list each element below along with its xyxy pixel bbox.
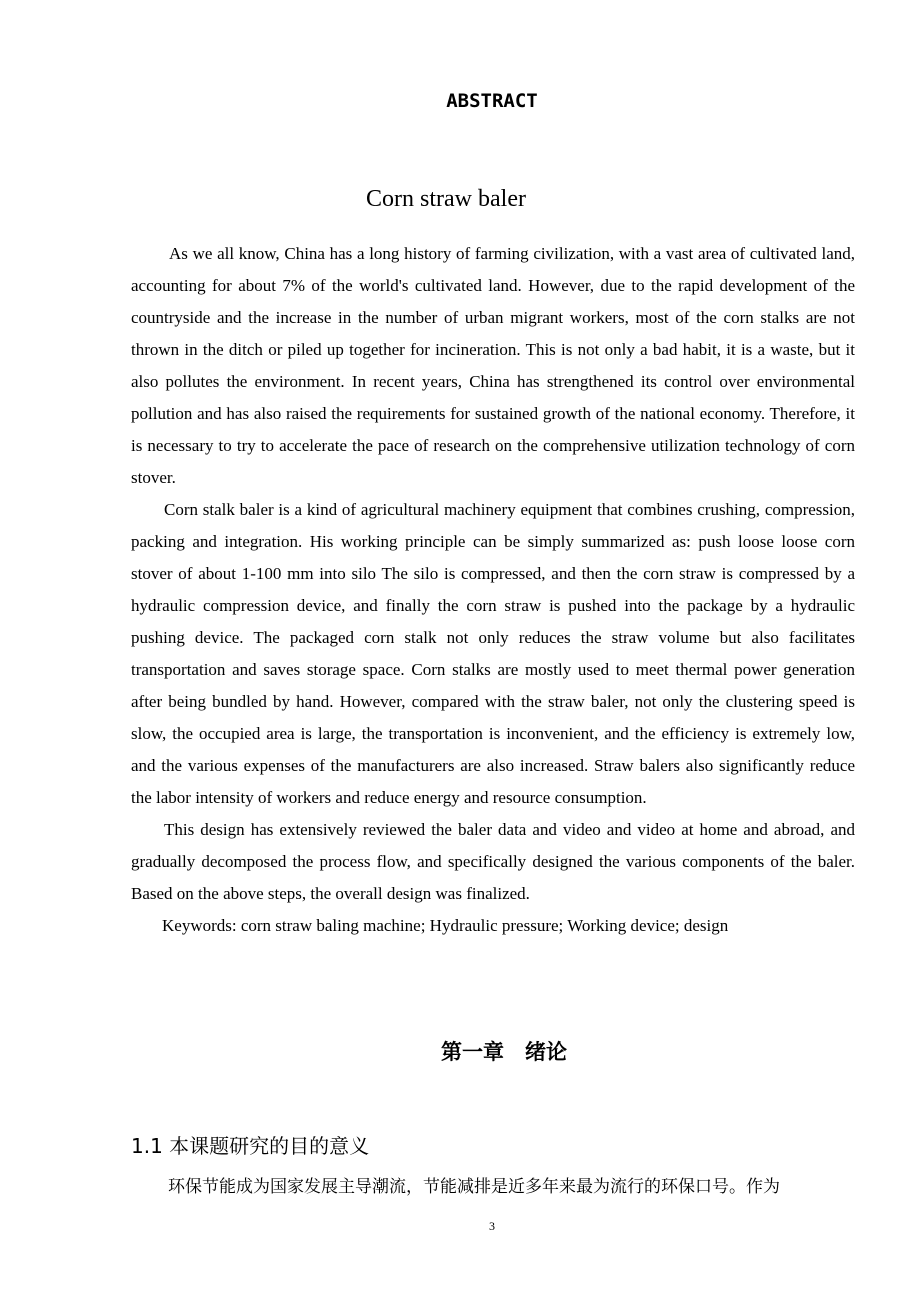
abstract-paragraph-3: This design has extensively reviewed the baler data and video and video at home and abroad, and gradually decomposed the process flow, and specifically designed the various components of the baler. Based on the above steps, the overall design was finalized. bbox=[131, 820, 855, 903]
section-title: 1.1 本课题研究的目的意义 bbox=[131, 1134, 370, 1158]
section-body-first-line: 环保节能成为国家发展主导潮流，节能减排是近多年来最为流行的环保口号。作为 bbox=[168, 1177, 780, 1197]
page-number: 3 bbox=[489, 1219, 495, 1233]
abstract-paragraph-2: Corn stalk baler is a kind of agricultural machinery equipment that combines crushing, compression, packing and integration. His working principle can be simply summarized as: push loose loose corn stover of about 1-100 mm into silo The silo is compressed, and then the corn straw is compressed by a hydraulic compression device, and finally the corn straw is pushed into the package by a hydraulic pushing device. The packaged corn stalk not only reduces the straw volume but also facilitates transportation and saves storage space. Corn stalks are mostly used to meet thermal power generation after being bundled by hand. However, compared with the straw baler, not only the clustering speed is slow, the occupied area is large, the transportation is inconvenient, and the efficiency is extremely low, and the various expenses of the manufacturers are also increased. Straw balers also significantly reduce the labor intensity of workers and reduce energy and resource consumption. bbox=[131, 500, 855, 807]
english-title: Corn straw baler bbox=[366, 186, 526, 212]
abstract-paragraph-1: As we all know, China has a long history of farming civilization, with a vast area of cultivated land, accounting for about 7% of the world's cultivated land. However, due to the rapid development of the countryside and the increase in the number of urban migrant workers, most of the corn stalks are not thrown in the ditch or piled up together for incineration. This is not only a bad habit, it is a waste, but it also pollutes the environment. In recent years, China has strengthened its control over environmental pollution and has also raised the requirements for sustained growth of the national economy. Therefore, it is necessary to try to accelerate the pace of research on the comprehensive utilization technology of corn stover. bbox=[131, 244, 855, 487]
chapter-title: 第一章 绪论 bbox=[441, 1040, 567, 1064]
abstract-body bbox=[131, 238, 855, 942]
abstract-heading: ABSTRACT bbox=[446, 90, 538, 112]
keywords-line: Keywords: corn straw baling machine; Hydraulic pressure; Working device; design bbox=[162, 916, 729, 935]
